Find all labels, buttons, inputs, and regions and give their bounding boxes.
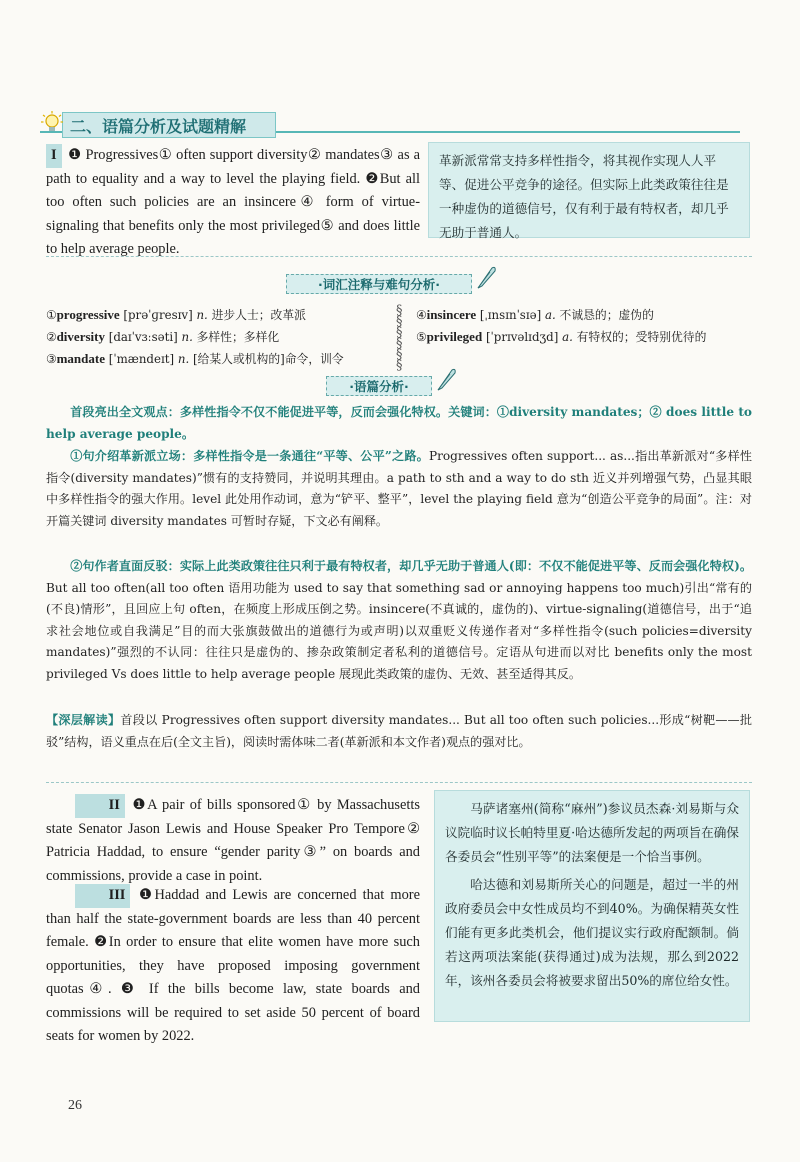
vocab-item-3: ③mandate [ˈmændeɪt] n. [给某人或机构的]命令，训令 [46,351,344,366]
page-number: 26 [68,1098,82,1113]
divider-1 [46,256,752,257]
paragraph-3 [46,884,420,1049]
analysis-section-tag: ·语篇分析· [326,376,432,396]
paragraph-1-text: ❶ Progressives① often support diversity② mandates③ as a path to equality and a way to level the playing field. ❷But all too often such policies are an insincere④ form of virtue-signaling that benefits only the most privileged⑤ and does little to help average people. [46,147,420,257]
translation-box-2 [434,790,750,1022]
translation-2-p2: 哈达德和刘易斯所关心的问题是，超过一半的州政府委员会中女性成员均不到40%。为确保精英女性们能有更多此类机会，他们提议实行政府配额制。倘若这两项法案能(获得通过)成为法规，那么到2022年，该州各委员会将被要求留出50%的席位给女性。 [445,877,739,988]
analysis-paragraph-2 [46,446,752,532]
vocab-item-4: ④insincere [ˌɪnsɪnˈsɪə] a. 不诚恳的；虚伪的 [416,307,654,322]
analysis-lead-3: ②句作者直面反驳：实际上此类政策往往只利于最有特权者，却几乎无助于普通人(即：不仅不能促进平等、反而会强化特权)。 [70,559,752,573]
analysis-lead-2: ①句介绍革新派立场：多样性指令是一条通往“平等、公平”之路。 [70,449,429,463]
analysis-paragraph-3 [46,556,752,685]
roman-numeral-2: II [75,794,125,818]
translation-1-text: 革新派常常支持多样性指令，将其视作实现人人平等、促进公平竞争的途径。但实际上此类政策往往是一种虚伪的道德信号，仅有利于最有特权者，却几乎无助于普通人。 [439,153,729,240]
analysis-body-2: Progressives often support... as...指出革新派对“多样性指令(diversity mandates)”惯有的支持赞同，并说明其理由。a path to sth and a way to do sth 近义并列增强气势，凸显其眼中多样性指令的强大作用。level 此处用作动词，意为“铲平、整平”，level the playing field 意为“创造公平竞争的局面”。注：对开篇关键词 diversity mandates 可暂时存疑，下文必有阐释。 [46,449,752,528]
vocab-item-5: ⑤privileged [ˈprɪvəlɪdʒd] a. 有特权的；受特别优待的 [416,329,707,344]
quill-icon [474,264,498,290]
lightbulb-icon [40,110,64,136]
analysis-lead-1: 首段亮出全文观点：多样性指令不仅不能促进平等，反而会强化特权。关键词：①diversity mandates；② does little to help average people。 [46,405,752,441]
analysis-body-4: 首段以 Progressives often support diversity mandates... But all too often such policies...形成“树靶——批驳”结构，语义重点在后(全文主旨)，阅读时需体味二者(革新派和本文作者)观点的强对比。 [46,713,752,749]
vocab-item-1: ①progressive [prəˈɡresɪv] n. 进步人士；改革派 [46,307,306,322]
paragraph-3-text: ❶Haddad and Lewis are concerned that more than half the state-government boards are less than 40 percent female. ❷In order to ensure that elite women have more such opportunities, they have proposed imposing government quotas④. ❸ If the bills become law, state boards and commissions will be required to set aside 50 percent of board seats for women by 2022. [46,887,420,1044]
wave-divider: § § § § § § [396,303,403,373]
translation-box-1 [428,142,750,238]
analysis-paragraph-1 [46,402,752,445]
quill-icon [434,366,458,392]
translation-2-p1: 马萨诸塞州(简称“麻州”)参议员杰森·刘易斯与众议院临时议长帕特里夏·哈达德所发起的两项旨在确保各委员会“性别平等”的法案便是一个恰当事例。 [445,801,739,864]
analysis-body-3: But all too often(all too often 语用功能为 used to say that something sad or annoying happens too much)引出“常有的(不良)情形”，且回应上句 often，在频度上形成压倒之势。insincere(不真诚的，虚伪的)、virtue-signaling(道德信号，出于“追求社会地位或自我满足”目的而大张旗鼓做出的道德行为或声明)以双重贬义传递作者对“多样性指令(such policies=diversity mandates)”强烈的不认同：往往只是虚伪的、掺杂政策制定者私利的道德信号。定语从句进而以对比 benefits only the most privileged Vs does little to help average people 展现此类政策的虚伪、无效、甚至适得其反。 [46,580,752,681]
deep-reading-label: 【深层解读】 [46,713,121,727]
paragraph-2 [46,794,420,888]
roman-numeral-3: III [75,884,131,908]
divider-2 [46,782,752,783]
paragraph-1 [46,144,420,262]
roman-numeral-1: I [46,144,62,168]
analysis-paragraph-4 [46,710,752,753]
vocab-item-2: ②diversity [daɪˈvɜːsəti] n. 多样性；多样化 [46,329,280,344]
section-title: 二、语篇分析及试题精解 [70,117,247,136]
vocab-section-tag: ·词汇注释与难句分析· [286,274,472,294]
paragraph-2-text: ❶A pair of bills sponsored① by Massachusetts state Senator Jason Lewis and House Speaker Pro Tempore② Patricia Haddad, to ensure “gender parity③” on boards and commissions, provide a case in point. [46,797,420,884]
